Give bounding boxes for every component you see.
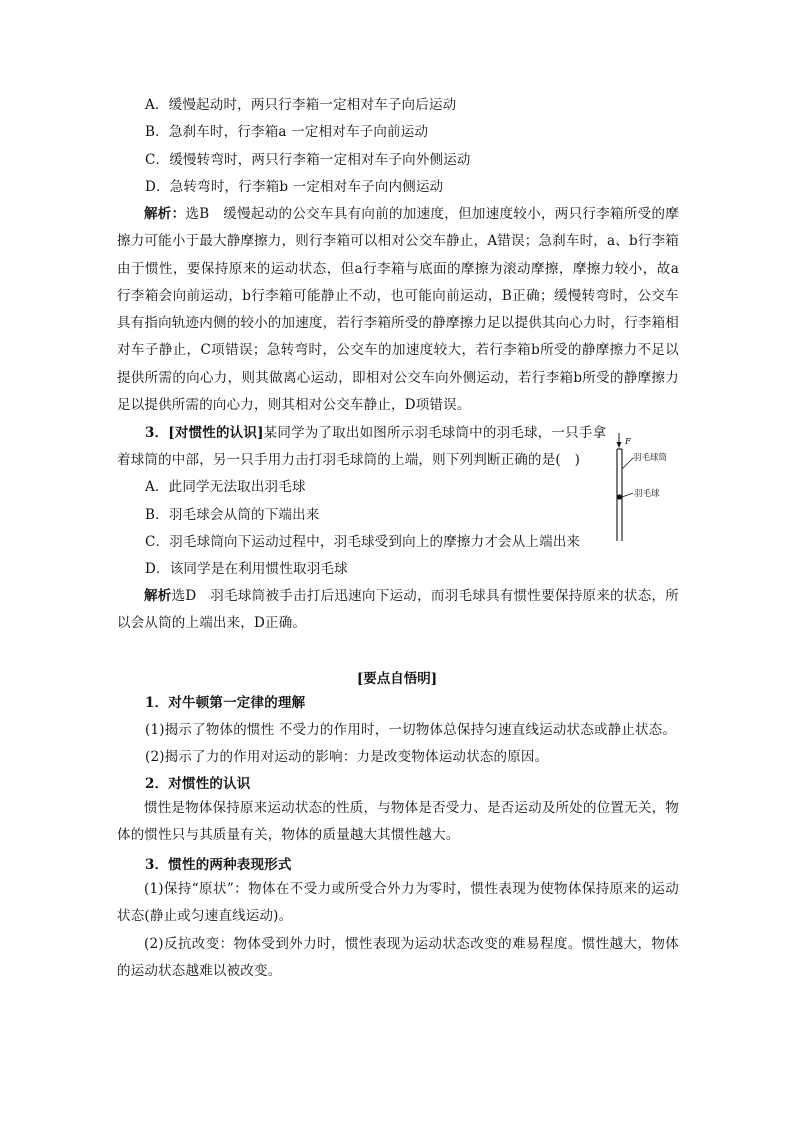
option-b: B．急刹车时，行李箱a 一定相对车子向前运动 [145, 124, 429, 140]
section-title: [要点自悟明] [356, 671, 438, 687]
question-3-stem-1: 某同学为了取出如图所示羽毛球筒中的羽毛球，一只手拿 [263, 425, 607, 441]
point-1-item-2: (2)揭示了力的作用对运动的影响：力是改变物体运动状态的原因。 [145, 749, 549, 765]
analysis-label: 解析： [144, 206, 186, 222]
point-2-text [117, 795, 679, 850]
question-3-tag: 3．[对惯性的认识] [145, 425, 264, 441]
q3-option-a: A．此同学无法取出羽毛球 [145, 479, 306, 495]
analysis-q3 [117, 583, 679, 638]
option-c: C．缓慢转弯时，两只行李箱一定相对车子向外侧运动 [145, 152, 471, 168]
point-3-item-1-body: (1)保持“原状”：物体在不受力或所受合外力为零时，惯性表现为使物体保持原来的运动状态(静止或匀速直线运动)。 [117, 881, 679, 925]
q3-option-c: C．羽毛球筒向下运动过程中，羽毛球受到向上的摩擦力才会从上端出来 [145, 534, 581, 550]
force-arrowhead [617, 442, 622, 448]
tube-diagram [605, 433, 695, 548]
tube-leader [622, 458, 633, 469]
question-3-line1 [145, 425, 606, 441]
option-d: D．急转弯时，行李箱b 一定相对车子向内侧运动 [145, 179, 444, 195]
analysis-q3-text: 选D 羽毛球筒被手击打后迅速向下运动，而羽毛球具有惯性要保持原来的状态，所以会从筒的上端出来，D正确。 [117, 588, 679, 632]
analysis-q3-label: 解析 [144, 588, 172, 604]
point-2-body: 惯性是物体保持原来运动状态的性质，与物体是否受力、是否运动及所处的位置无关，物体的惯性只与其质量有关，物体的质量越大其惯性越大。 [117, 800, 679, 844]
question-3-stem-2: 着球筒的中部，另一只手用力击打羽毛球筒的上端，则下列判断正确的是( ) [117, 452, 581, 468]
force-label: F [625, 437, 631, 447]
point-1-item-1: (1)揭示了物体的惯性 不受力的作用时，一切物体总保持匀速直线运动状态或静止状态。 [145, 722, 677, 738]
q3-option-b: B．羽毛球会从筒的下端出来 [145, 507, 320, 523]
point-3-item-2 [117, 931, 679, 986]
ball-leader [622, 493, 633, 497]
option-a: A．缓慢起动时，两只行李箱一定相对车子向后运动 [145, 97, 457, 113]
point-1-heading: 1．对牛顿第一定律的理解 [145, 695, 306, 711]
shuttlecock-tube-figure [605, 433, 695, 548]
q3-option-d: D．该同学是在利用惯性取羽毛球 [145, 561, 348, 577]
ball-dot [617, 494, 622, 499]
point-3-heading: 3．惯性的两种表现形式 [145, 857, 292, 873]
point-3-item-2-body: (2)反抗改变：物体受到外力时，惯性表现为运动状态改变的难易程度。惯性越大，物体的运动状态越难以被改变。 [117, 936, 679, 980]
analysis-q2 [117, 201, 679, 419]
point-2-heading: 2．对惯性的认识 [145, 776, 251, 792]
point-3-item-1 [117, 876, 679, 931]
ball-label: 羽毛球 [634, 489, 660, 499]
analysis-text: 选B 缓慢起动的公交车具有向前的加速度，但加速度较小，两只行李箱所受的摩擦力可能小于最大静摩擦力，则行李箱可以相对公交车静止，A错误；急刹车时，a、b行李箱由于惯性，要保持原来的运动状态，但a行李箱与底面的摩擦为滚动摩擦，摩擦力较小，故a行李箱会向前运动，b行李箱可能静止不动，也可能向前运动，B正确；缓慢转弯时，公交车具有指向轨迹内侧的较小的加速度，若行李箱所受的静摩擦力足以提供其向心力时，行李箱相对车子静止，C项错误；急转弯时，公交车的加速度较大，若行李箱b所受的静摩擦力不足以提供所需的向心力，则其做离心运动，即相对公交车向外侧运动，若行李箱b所受的静摩擦力足以提供所需的向心力，则其相对公交车静止，D项错误。 [117, 206, 679, 414]
tube-label: 羽毛球筒 [633, 453, 668, 463]
